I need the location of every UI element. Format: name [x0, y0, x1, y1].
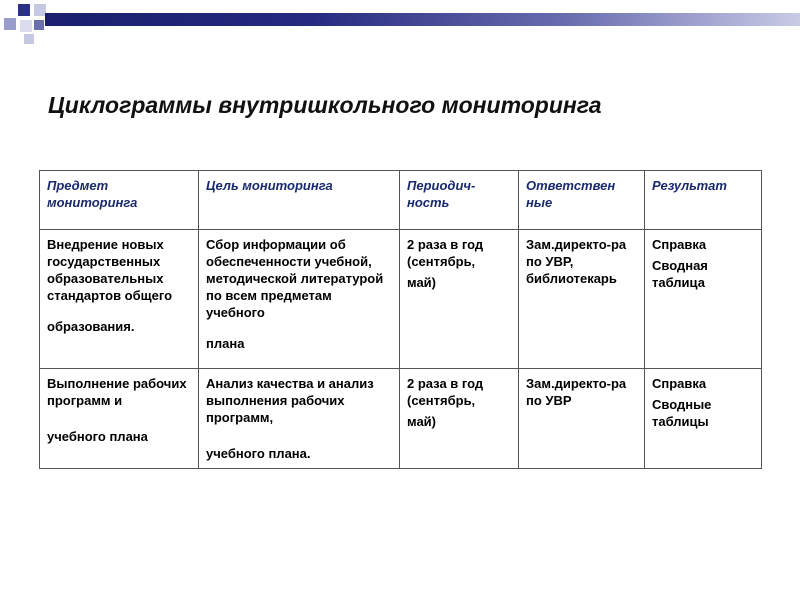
cell-text: Внедрение новых государственных образовательных стандартов общего: [47, 237, 173, 303]
page-title: Циклограммы внутришкольного мониторинга: [48, 92, 602, 118]
cell-text: Справка: [652, 376, 707, 391]
cell-text: плана: [206, 336, 245, 351]
cell-subject: [40, 230, 199, 369]
table-row: [40, 230, 762, 369]
decorative-square: [4, 18, 16, 30]
cell-text: учебного плана.: [206, 446, 311, 461]
cell-text: Справка: [652, 237, 707, 252]
cell-text: образования.: [47, 319, 135, 334]
decorative-square: [34, 20, 44, 30]
cell-subject: [40, 369, 199, 469]
cell-text: Анализ качества и анализ выполнения рабочих программ,: [206, 376, 374, 425]
decorative-square: [18, 4, 30, 16]
header-subject: Предмет мониторинга: [40, 171, 199, 230]
decorative-square: [24, 34, 34, 44]
monitoring-table: [39, 170, 762, 469]
cell-period: [400, 230, 519, 369]
header-result: Результат: [645, 171, 762, 230]
header-responsible: Ответствен ные: [519, 171, 645, 230]
cell-text: май): [407, 414, 436, 429]
cell-text: Сводная таблица: [652, 258, 708, 290]
cell-text: Зам.директо-ра по УВР, библиотекарь: [526, 237, 627, 286]
header-band: [0, 0, 800, 40]
decorative-square: [20, 20, 32, 32]
cell-result: [645, 230, 762, 369]
cell-period: [400, 369, 519, 469]
cell-text: 2 раза в год (сентябрь,: [407, 237, 484, 269]
cell-text: 2 раза в год (сентябрь,: [407, 376, 484, 408]
cell-text: Сбор информации об обеспеченности учебной, методической литературой по всем предметам учебного: [206, 237, 384, 320]
header-goal: Цель мониторинга: [199, 171, 400, 230]
table-header-row: [40, 171, 762, 230]
cell-goal: [199, 369, 400, 469]
cell-responsible: [519, 230, 645, 369]
cell-text: учебного плана: [47, 429, 148, 444]
header-period: Периодич-ность: [400, 171, 519, 230]
table-row: [40, 369, 762, 469]
cell-responsible: [519, 369, 645, 469]
cell-text: Выполнение рабочих программ и: [47, 376, 187, 408]
cell-text: Зам.директо-ра по УВР: [526, 376, 627, 408]
cell-text: май): [407, 275, 436, 290]
header-stripe: [45, 13, 800, 26]
cell-goal: [199, 230, 400, 369]
cell-result: [645, 369, 762, 469]
cell-text: Сводные таблицы: [652, 397, 712, 429]
